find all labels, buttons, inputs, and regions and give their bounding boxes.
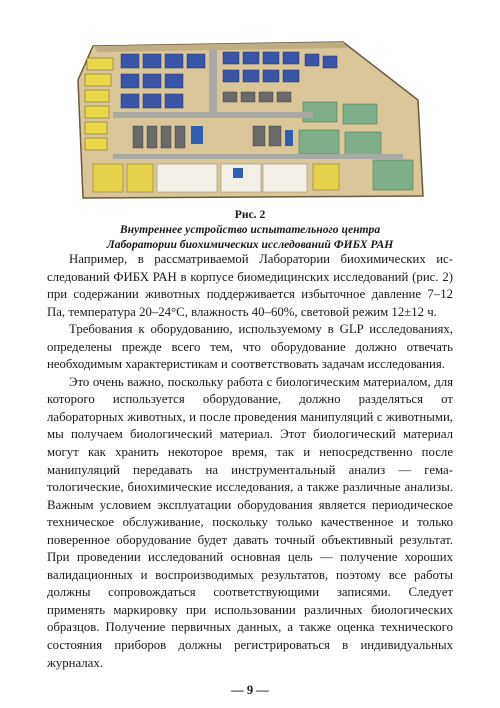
floor-plan-figure	[73, 40, 433, 200]
paragraph: Например, в рассматриваемой Лаборатории биохимических исследований ФИБХ РАН в корпусе биомедицинских исследований (рис. 2) при содержании животных поддерживается избыточное давление 7–12 Па, температура 20–24°С, влажность 40–60%, световой режим 12±12 ч.	[47, 252, 453, 319]
figure-caption	[40, 207, 460, 252]
caption-line-1: Внутреннее устройство испытательного центра	[119, 223, 381, 236]
figure-number: Рис. 2	[234, 208, 266, 221]
page-number: — 9 —	[231, 683, 269, 697]
paragraph: Это очень важно, поскольку работа с биологическим материалом, для которого используется оборудование, должно разделяться от лабораторных животных, и после проведения манипуляций с животными, мы получаем биологический материал. Этот биологический материал могут как хранить некоторое время, так и непосредственно после манипуляций передавать на инструментальный анализ — гематологические, биохимические исследования, а также различные анализы. Важным условием эксплуатации оборудования является периодическое техническое обслуживание, поскольку только качественное и только поверенное оборудование будет давать точный объективный результат. При проведении исследований основная цель — получение хороших валидационных и воспроизводимых результатов, поэтому все работы должны сопровождаться соответствующими записями. Следует применять маркировку при использовании различных биологических образцов. Получение первичных данных, а также оценка технического состояния приборов должны регистрироваться в индивидуальных журналах.	[47, 374, 453, 670]
body-text	[47, 251, 453, 672]
caption-line-2: Лаборатории биохимических исследований ФИБХ РАН	[106, 238, 394, 251]
paragraph: Требования к оборудованию, используемому в GLP исследованиях, определены прежде всего тем, что оборудование должно отвечать необходимым характеристикам и соответствовать задачам исследования.	[47, 322, 453, 372]
